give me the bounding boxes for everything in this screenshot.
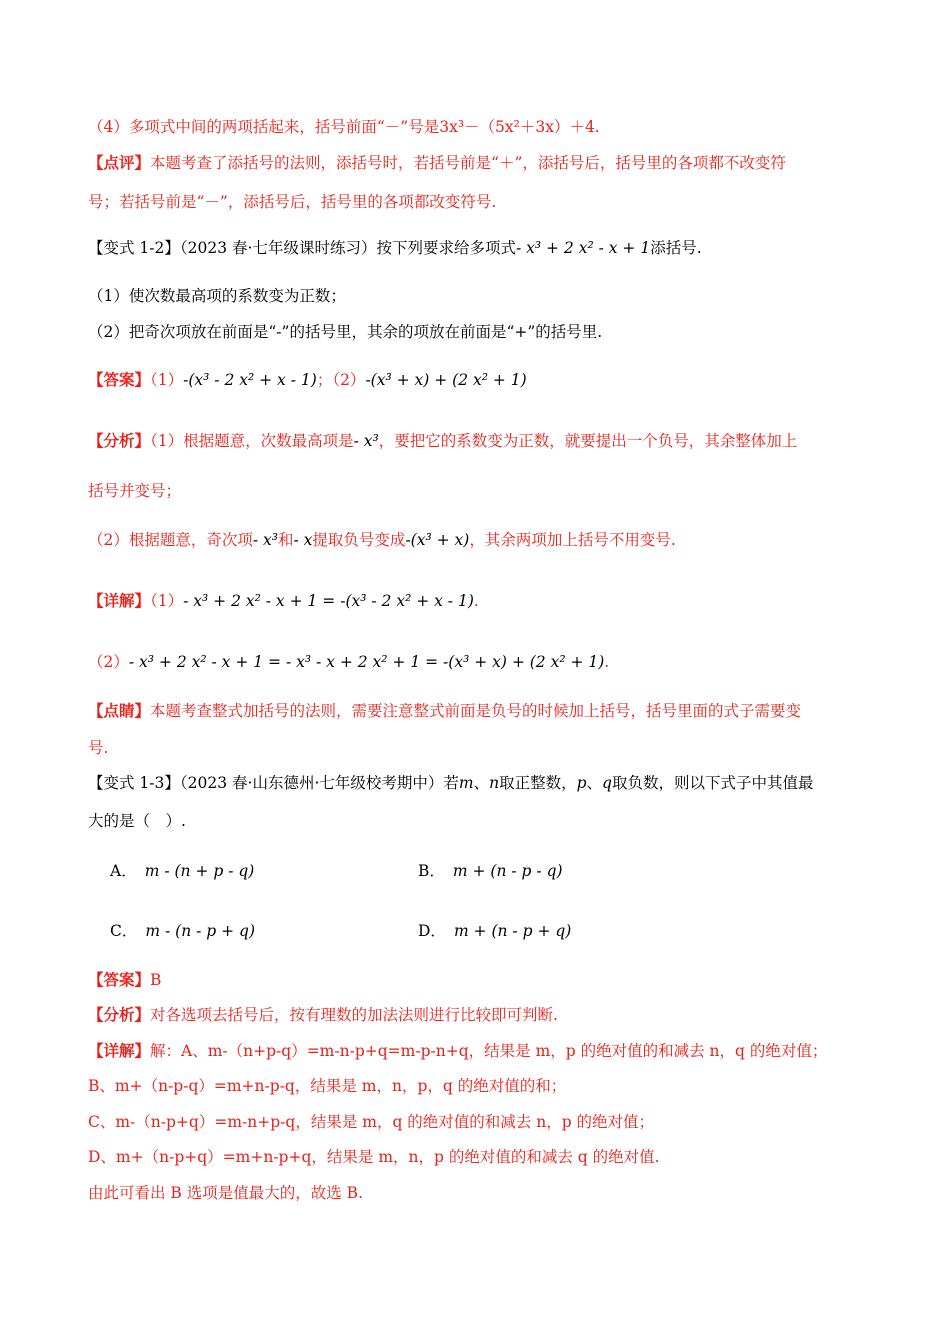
option-d: D． m + (n - p + q) xyxy=(418,922,572,940)
detail-line: 【详解】（1）- x³ + 2 x² - x + 1 = -(x³ - 2 x² + x - 1). xyxy=(88,591,479,610)
question-item-1: （1）使次数最高项的系数变为正数； xyxy=(88,287,346,305)
math-expression: - x xyxy=(293,531,313,549)
text-line: 号. xyxy=(88,739,109,757)
text-line: （4）多项式中间的两项括起来，括号前面“－”号是3x³－（5x²＋3x）＋4. xyxy=(88,118,600,136)
option-b: B． m + (n - p - q) xyxy=(418,862,563,880)
math-expression: m - (n - p + q) xyxy=(145,922,256,940)
analysis-tag: 【分析】 xyxy=(88,1005,151,1024)
math-expression: - x³ xyxy=(353,432,379,450)
detail-line: 【详解】解：A、m-（n+p-q）=m-n-p+q=m-p-n+q，结果是 m，p 的绝对值的和减去 n，q 的绝对值； xyxy=(88,1041,828,1060)
text-line: 号；若括号前是“－”，添括号后，括号里的各项都改变符号. xyxy=(88,193,497,211)
comment-tag: 【点评】 xyxy=(88,153,151,172)
math-expression: -(x³ + x) xyxy=(405,531,470,549)
text-line: 大的是（ ）. xyxy=(88,812,186,830)
analysis-line: 【分析】对各选项去括号后，按有理数的加法法则进行比较即可判断. xyxy=(88,1005,558,1024)
math-expression: - x³ + 2 x² - x + 1 = - x³ - x + 2 x² + 1 = -(x³ + x) + (2 x² + 1) xyxy=(128,653,605,671)
math-expression: -(x³ - 2 x² + x - 1) xyxy=(183,371,317,389)
detail-tag: 【详解】 xyxy=(88,1041,151,1060)
question-item-2: （2）把奇次项放在前面是“-”的括号里，其余的项放在前面是“+”的括号里. xyxy=(88,323,603,341)
detail-line: C、m-（n-p+q）=m-n+p-q，结果是 m，q 的绝对值的和减去 n，p 的绝对值； xyxy=(88,1113,655,1131)
analysis-tag: 【分析】 xyxy=(88,431,151,450)
comment-line: 【点评】本题考查了添括号的法则，添括号时，若括号前是“＋”，添括号后，括号里的各项都不改变符 xyxy=(88,153,786,172)
math-expression: - x³ xyxy=(252,531,278,549)
text-line: 括号并变号； xyxy=(88,482,182,500)
math-expression: m + (n - p - q) xyxy=(452,862,563,880)
pointer-line: 【点睛】本题考查整式加括号的法则，需要注意整式前面是负号的时候加上括号，括号里面的式子需要变 xyxy=(88,701,802,720)
pointer-tag: 【点睛】 xyxy=(88,701,151,720)
variant-tag: 【变式 1-3】 xyxy=(88,774,180,792)
detail-tag: 【详解】 xyxy=(88,591,151,610)
variant-tag: 【变式 1-2】 xyxy=(88,239,180,257)
detail-line: （2）- x³ + 2 x² - x + 1 = - x³ - x + 2 x² + 1 = -(x³ + x) + (2 x² + 1). xyxy=(88,653,610,671)
conclusion-line: 由此可看出 B 选项是值最大的，故选 B. xyxy=(88,1184,363,1202)
analysis-line: （2）根据题意，奇次项- x³和- x提取负号变成-(x³ + x)，其余两项加上括号不用变号. xyxy=(88,531,676,549)
detail-line: B、m+（n-p-q）=m+n-p-q，结果是 m，n，p，q 的绝对值的和； xyxy=(88,1077,567,1095)
answer-tag: 【答案】 xyxy=(88,370,151,389)
answer-line: 【答案】B xyxy=(88,970,162,989)
math-expression: m - (n + p - q) xyxy=(144,862,255,880)
variant-1-2-header: 【变式 1-2】（2023 春·七年级课时练习）按下列要求给多项式- x³ + 2 x² - x + 1添括号. xyxy=(88,239,702,257)
math-expression: - x³ + 2 x² - x + 1 = -(x³ - 2 x² + x - 1) xyxy=(183,592,474,610)
answer-line: 【答案】（1）-(x³ - 2 x² + x - 1)；（2）-(x³ + x) + (2 x² + 1) xyxy=(88,370,527,389)
option-c: C． m - (n - p + q) xyxy=(110,922,256,940)
detail-line: D、m+（n-p+q）=m+n-p+q，结果是 m，n，p 的绝对值的和减去 q 的绝对值. xyxy=(88,1148,660,1166)
analysis-line: 【分析】（1）根据题意，次数最高项是- x³，要把它的系数变为正数，就要提出一个负号，其余整体加上 xyxy=(88,431,798,450)
math-expression: - x³ + 2 x² - x + 1 xyxy=(515,239,651,257)
option-a: A． m - (n + p - q) xyxy=(110,862,255,880)
variant-1-3-header: 【变式 1-3】（2023 春·山东德州·七年级校考期中）若m、n取正整数，p、q取负数，则以下式子中其值最 xyxy=(88,774,814,792)
math-expression: -(x³ + x) + (2 x² + 1) xyxy=(365,371,527,389)
math-expression: m + (n - p + q) xyxy=(453,922,572,940)
answer-tag: 【答案】 xyxy=(88,970,151,989)
